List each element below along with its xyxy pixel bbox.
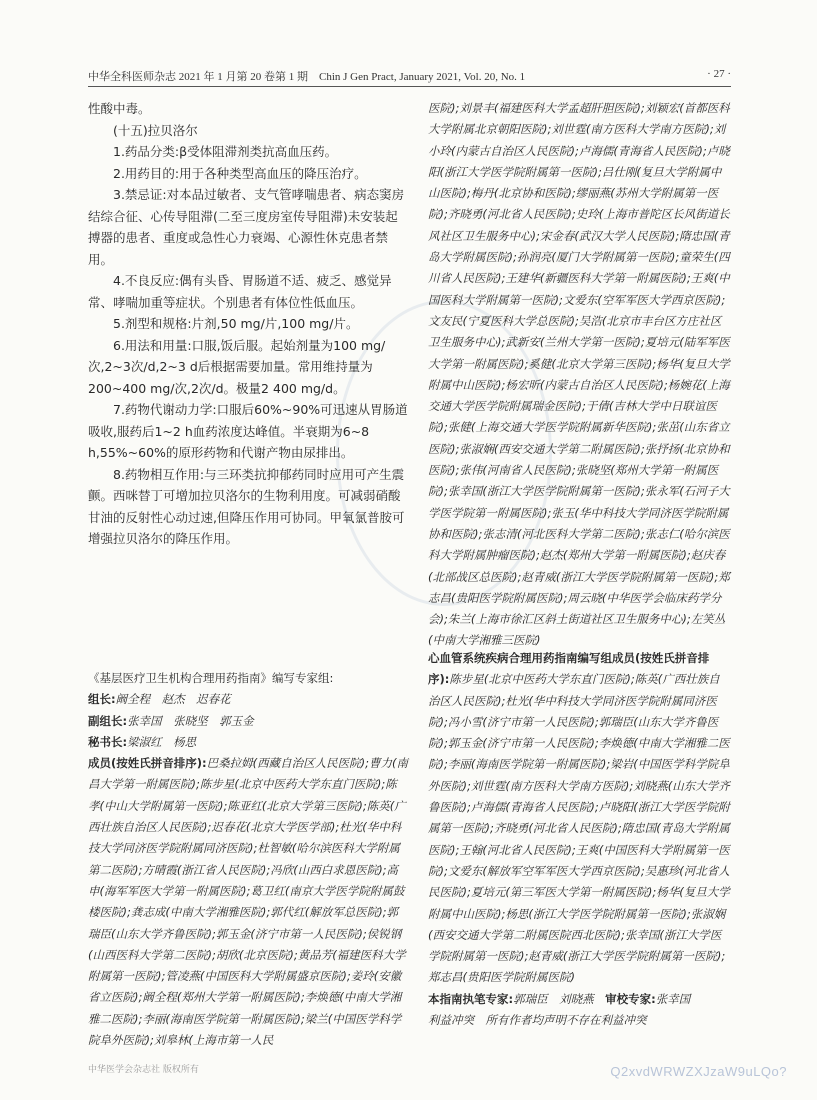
vice-leader-names: 张幸国 张晓坚 郭玉金 [127, 713, 254, 728]
item-5: 5.剂型和规格:片剂,50 mg/片,100 mg/片。 [113, 316, 359, 331]
item-4: 4.不良反应:偶有头昏、胃肠道不适、疲乏、感觉异常、哮喘加重等症状。个别患者有体位性低血压。 [88, 273, 392, 310]
page-number: · 27 · [707, 68, 731, 80]
watermark-text: Q2xvdWRWZXJzaW9uLQo? [610, 1064, 787, 1079]
item-6: 6.用法和用量:口服,饭后服。起始剂量为100 mg/次,2~3次/d,2~3 d后根据需要加量。常用维持量为200~400 mg/次,2次/d。极量2 400 mg/d。 [88, 337, 386, 396]
cardio-title-suffix: (按姓氏拼音排序): [428, 651, 710, 687]
cardio-group [428, 648, 730, 1031]
running-header [88, 64, 731, 86]
writers-line [428, 989, 730, 1010]
item-8: 8.药物相互作用:与三环类抗抑郁药同时应用可产生震颤。西咪替丁可增加拉贝洛尔的生物利用度。可减弱硝酸甘油的反射性心动过速,但降压作用可协同。甲氧氯普胺可增强拉贝洛尔的降压作用。 [88, 466, 405, 546]
writers-label: 本指南执笔专家: [428, 991, 514, 1006]
item-7: 7.药物代谢动力学:口服后60%~90%可迅速从胃肠道吸收,服药后1~2 h血药浓度达峰值。半衰期为6~8 h,55%~60%的原形药物和代谢产物由尿排出。 [88, 402, 408, 460]
leader-line [88, 689, 408, 710]
item-1: 1.药品分类:β受体阻滞剂类抗高血压药。 [113, 144, 338, 159]
publisher-footer: 中华医学会杂志社 版权所有 [88, 1065, 199, 1075]
conflict-of-interest: 利益冲突 所有作者均声明不存在利益冲突 [428, 1013, 647, 1028]
paragraph: 性酸中毒。 [88, 101, 151, 116]
leader-names: 阚全程 赵杰 迟春花 [115, 692, 231, 707]
vice-leader-line [88, 711, 408, 732]
expert-group [88, 668, 408, 1051]
cardio-members-block [428, 648, 730, 989]
reviewers-names: 张幸国 [655, 991, 691, 1006]
right-column-continuation [428, 98, 730, 652]
members-line [88, 753, 408, 1051]
secretary-line [88, 732, 408, 753]
item-2: 2.用药目的:用于各种类型高血压的降压治疗。 [113, 165, 367, 181]
members-label: 成员(按姓氏拼音排序): [88, 756, 207, 771]
member-list-continued: 医院);刘景丰(福建医科大学孟超肝胆医院);刘颖宏(首都医科大学附属北京朝阳医院);刘世霆(南方医科大学南方医院);刘小玲(内蒙古自治区人民医院);卢海儒(青海省人民医院);卢晓阳(浙江大学医学院附属第一医院);吕仕刚(复旦大学附属中山医院);梅丹(北京协和医院);缪丽燕(苏州大学附属第一医院);齐晓勇(河北省人民医院);史玲(上海市普陀区长风街道长风社区卫生服务中心);宋金春(武汉大学人民医院);隋忠国(青岛大学附属医院);孙润亮(厦门大学附属第一医院);童荣生(四川省人民医院);王建华(新疆医科大学第一附属医院);王爽(中国医科大学附属第一医院);文爱东(空军军医大学西京医院);文友民(宁夏医科大学总医院);吴浩(北京市丰台区方庄社区卫生服务中心);武新安(兰州大学第一医院);夏培元(陆军军医大学第一附属医院);奚健(北京大学第三医院);杨华(复旦大学附属中山医院);杨宏昕(内蒙古自治区人民医院);杨婉花(上海交通大学医学院附属瑞金医院);于倩(吉林大学中日联谊医院);张健(上海交通大学医学院附属新华医院);张茁(山东省立医院);张淑娴(西安交通大学第二附属医院);张抒扬(北京协和医院);张伟(河南省人民医院);张晓坚(郑州大学第一附属医院);张幸国(浙江大学医学院附属第一医院);张永军(石河子大学医学院第一附属医院);张玉(华中科技大学同济医学院附属协和医院);张志清(河北医科大学第二医院);张志仁(哈尔滨医科大学附属肿瘤医院);赵杰(郑州大学第一附属医院);赵庆春(北部战区总医院);赵青威(浙江大学医学院附属第一医院);郑志昌(贵阳医学院附属医院);周云晓(中华医学会临床药学分会);朱兰(上海市徐汇区斜土街道社区卫生服务中心);左笑丛(中南大学湘雅三医院) [428, 101, 730, 648]
left-column [88, 98, 408, 550]
header-rule [88, 86, 731, 87]
secretary-label: 秘书长: [88, 734, 128, 749]
secretary-names: 梁淑红 杨思 [127, 734, 197, 749]
members-list: 巴桑拉姆(西藏自治区人民医院);曹力(南昌大学第一附属医院);陈步星(北京中医药大学东直门医院);陈孝(中山大学附属第一医院);陈亚红(北京大学第三医院);陈英(广西壮族自治区人民医院);迟春花(北京大学医学部);杜光(华中科技大学同济医学院附属同济医院);杜智敏(哈尔滨医科大学附属第二医院);方晴霞(浙江省人民医院);冯欣(山西白求恩医院);高申(海军军医大学第一附属医院);葛卫红(南京大学医学院附属鼓楼医院);龚志成(中南大学湘雅医院);郭代红(解放军总医院);郭瑞臣(山东大学齐鲁医院);郭玉金(济宁市第一人民医院);侯锐钢(山西医科大学第二医院);胡欣(北京医院);黄品芳(福建医科大学附属第一医院);管凌燕(中国医科大学附属盛京医院);姜玲(安徽省立医院);阚全程(郑州大学第一附属医院);李焕德(中南大学湘雅二医院);李丽(海南医学院第一附属医院);梁兰(中国医学科学院阜外医院);刘皋林(上海市第一人民 [88, 756, 408, 1048]
cardio-members: 陈步星(北京中医药大学东直门医院);陈英(广西壮族自治区人民医院);杜光(华中科技大学同济医学院附属同济医院);冯小雪(济宁市第一人民医院);郭瑞臣(山东大学齐鲁医院);郭玉金(济宁市第一人民医院);李焕德(中南大学湘雅二医院);李丽(海南医学院第一附属医院);梁岩(中国医学科学院阜外医院);刘世霆(南方医科大学南方医院);刘晓燕(山东大学齐鲁医院);卢海儒(青海省人民医院);卢晓阳(浙江大学医学院附属第一医院);齐晓勇(河北省人民医院);隋忠国(青岛大学附属医院);王翰(河北省人民医院);王爽(中国医科大学附属第一医院);文爱东(解放军空军军医大学西京医院);吴惠珍(河北省人民医院);夏培元(第三军医大学第一附属医院);杨华(复旦大学附属中山医院);杨思(浙江大学医学院附属第一医院);张淑娴(西安交通大学第二附属医院西北医院);张幸国(浙江大学医学院附属第一医院);赵青威(浙江大学医学院附属第一医院);郑志昌(贵阳医学院附属医院) [428, 672, 730, 985]
expert-group-title: 《基层医疗卫生机构合理用药指南》编写专家组: [88, 671, 334, 685]
writers-names: 郭瑞臣 刘晓燕 [513, 991, 594, 1006]
reviewers-label: 审校专家: [605, 991, 656, 1006]
leader-label: 组长: [88, 692, 116, 707]
journal-citation: 中华全科医师杂志 2021 年 1 月第 20 卷第 1 期 Chin J Gen Pract, January 2021, Vol. 20, No. 1 [88, 71, 526, 83]
section-heading: (十五)拉贝洛尔 [113, 122, 198, 138]
cardio-title: 心血管系统疾病合理用药指南编写组成员 [428, 651, 635, 665]
vice-leader-label: 副组长: [88, 713, 128, 728]
item-3: 3.禁忌证:对本品过敏者、支气管哮喘患者、病态窦房结综合征、心传导阻滞(二至三度房室传导阻滞)未安装起搏器的患者、重度或急性心力衰竭、心源性休克患者禁用。 [88, 187, 405, 267]
